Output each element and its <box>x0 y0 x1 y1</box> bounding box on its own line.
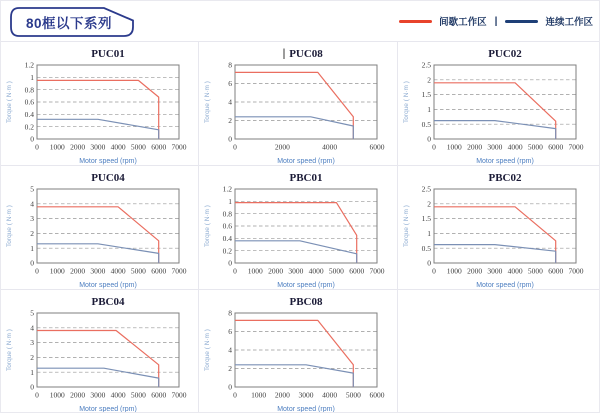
svg-text:3000: 3000 <box>288 266 304 276</box>
svg-text:6000: 6000 <box>349 266 365 276</box>
chart-svg <box>1 290 199 412</box>
y-axis-label: Torque ( N·m ) <box>6 329 13 371</box>
svg-text:1.5: 1.5 <box>421 90 431 100</box>
svg-text:0: 0 <box>427 258 431 268</box>
series-tag <box>10 7 136 37</box>
svg-text:4000: 4000 <box>110 266 126 276</box>
svg-text:6000: 6000 <box>369 390 385 400</box>
svg-text:2000: 2000 <box>274 390 290 400</box>
svg-text:0: 0 <box>228 258 232 268</box>
svg-text:7000: 7000 <box>568 266 584 276</box>
svg-text:7000: 7000 <box>171 266 187 276</box>
svg-text:1: 1 <box>228 196 232 206</box>
svg-text:0.8: 0.8 <box>222 209 232 219</box>
chart-svg <box>199 166 397 290</box>
legend-label-intermittent: 间歇工作区 <box>439 17 487 28</box>
svg-text:1000: 1000 <box>49 266 65 276</box>
svg-text:1: 1 <box>427 229 431 238</box>
x-axis <box>233 391 385 400</box>
x-axis-label: Motor speed (rpm) <box>79 282 137 289</box>
svg-text:1: 1 <box>30 72 34 82</box>
svg-text:1000: 1000 <box>49 142 65 152</box>
svg-text:3000: 3000 <box>487 266 503 276</box>
series-intermittent <box>235 320 353 387</box>
svg-text:0: 0 <box>432 266 436 276</box>
legend-label-continuous: 连续工作区 <box>545 17 593 28</box>
plot-area <box>37 313 179 387</box>
series-continuous <box>37 244 159 263</box>
chart-cell-puc02 <box>398 42 599 166</box>
svg-text:1.2: 1.2 <box>222 184 232 194</box>
legend-separator: | <box>494 15 498 27</box>
chart-cell-pbc08 <box>199 290 398 412</box>
svg-text:7000: 7000 <box>568 142 584 152</box>
svg-text:6000: 6000 <box>151 390 167 400</box>
svg-text:0.2: 0.2 <box>24 122 34 132</box>
svg-text:0.2: 0.2 <box>222 246 232 256</box>
svg-text:0.5: 0.5 <box>421 243 431 253</box>
chart-title: PBC08 <box>289 296 323 308</box>
svg-text:1: 1 <box>427 105 431 114</box>
svg-text:2000: 2000 <box>70 266 86 276</box>
chart-cell-pbc04 <box>1 290 199 412</box>
svg-text:6000: 6000 <box>151 266 167 276</box>
x-axis-label: Motor speed (rpm) <box>277 158 335 165</box>
svg-text:0.6: 0.6 <box>24 97 34 107</box>
chart-cell-puc04 <box>1 166 199 290</box>
svg-text:0: 0 <box>233 390 237 400</box>
svg-text:0: 0 <box>228 134 232 144</box>
y-axis <box>223 185 377 268</box>
series-intermittent <box>37 80 159 139</box>
svg-text:3000: 3000 <box>90 390 106 400</box>
y-axis <box>422 61 576 144</box>
svg-text:3000: 3000 <box>487 142 503 152</box>
series-continuous <box>37 368 159 387</box>
svg-text:0.6: 0.6 <box>222 221 232 231</box>
page-title: 80框以下系列 <box>25 16 113 31</box>
svg-text:3000: 3000 <box>90 266 106 276</box>
svg-text:7000: 7000 <box>171 142 187 152</box>
legend-swatch-intermittent <box>399 20 432 23</box>
plot-area <box>434 189 576 263</box>
chart-title: PBC01 <box>289 172 323 184</box>
y-axis-label: Torque ( N·m ) <box>6 81 13 123</box>
series-intermittent <box>434 207 556 263</box>
chart-cell-puc01 <box>1 42 199 166</box>
svg-text:0: 0 <box>233 266 237 276</box>
x-axis <box>432 267 584 276</box>
svg-text:1.5: 1.5 <box>421 214 431 224</box>
svg-text:0: 0 <box>30 258 34 268</box>
header <box>1 1 599 41</box>
svg-text:8: 8 <box>228 60 232 70</box>
x-axis <box>233 143 385 152</box>
svg-text:0: 0 <box>427 134 431 144</box>
charts-grid <box>1 41 599 412</box>
svg-text:5000: 5000 <box>130 142 146 152</box>
chart-cell-pbc02 <box>398 166 599 290</box>
svg-text:7000: 7000 <box>171 390 187 400</box>
svg-text:2.5: 2.5 <box>421 60 431 70</box>
y-axis <box>228 309 377 392</box>
svg-text:5000: 5000 <box>328 266 344 276</box>
svg-text:5000: 5000 <box>527 266 543 276</box>
svg-text:0: 0 <box>35 142 39 152</box>
svg-text:1.2: 1.2 <box>24 60 34 70</box>
svg-text:0: 0 <box>233 142 237 152</box>
svg-text:0: 0 <box>35 390 39 400</box>
svg-text:3: 3 <box>30 338 34 348</box>
svg-text:1: 1 <box>30 243 34 253</box>
x-axis <box>35 143 187 152</box>
svg-text:4000: 4000 <box>322 142 338 152</box>
svg-text:4: 4 <box>228 97 232 107</box>
svg-text:4000: 4000 <box>322 390 338 400</box>
svg-text:2000: 2000 <box>70 390 86 400</box>
svg-text:2: 2 <box>228 116 232 126</box>
chart-svg <box>199 290 397 412</box>
svg-text:2: 2 <box>30 229 34 238</box>
svg-text:4: 4 <box>228 345 232 355</box>
svg-text:3: 3 <box>30 214 34 224</box>
svg-text:4: 4 <box>30 199 34 209</box>
svg-text:0: 0 <box>30 382 34 392</box>
y-axis-label: Torque ( N·m ) <box>6 205 13 247</box>
x-axis-label: Motor speed (rpm) <box>277 406 335 412</box>
svg-text:0: 0 <box>432 142 436 152</box>
svg-text:6: 6 <box>228 327 232 337</box>
svg-text:6000: 6000 <box>548 266 564 276</box>
x-axis <box>432 143 584 152</box>
y-axis <box>30 309 179 392</box>
chart-title: PBC04 <box>91 296 125 308</box>
svg-text:2000: 2000 <box>268 266 284 276</box>
svg-text:2.5: 2.5 <box>421 184 431 194</box>
chart-cell-pbc01 <box>199 166 398 290</box>
x-axis-label: Motor speed (rpm) <box>476 282 534 289</box>
legend-swatch-continuous <box>505 20 538 23</box>
series-continuous <box>235 241 357 263</box>
svg-text:6000: 6000 <box>548 142 564 152</box>
svg-text:5000: 5000 <box>130 266 146 276</box>
svg-text:0.4: 0.4 <box>24 109 34 119</box>
series-continuous <box>235 365 353 387</box>
svg-text:1: 1 <box>30 367 34 377</box>
svg-text:6000: 6000 <box>369 142 385 152</box>
svg-text:5000: 5000 <box>345 390 361 400</box>
svg-text:5: 5 <box>30 184 34 194</box>
x-axis <box>35 267 187 276</box>
series-intermittent <box>37 207 159 263</box>
legend <box>399 14 593 28</box>
x-axis-label: Motor speed (rpm) <box>79 158 137 165</box>
svg-text:4000: 4000 <box>507 142 523 152</box>
y-axis <box>30 185 179 268</box>
x-axis <box>35 391 187 400</box>
svg-text:1000: 1000 <box>247 266 263 276</box>
plot-area <box>37 189 179 263</box>
svg-text:1000: 1000 <box>446 142 462 152</box>
chart-title: PUC01 <box>91 48 125 60</box>
svg-text:2: 2 <box>30 353 34 362</box>
y-axis-label: Torque ( N·m ) <box>204 205 211 247</box>
chart-svg <box>1 42 199 166</box>
y-axis <box>422 185 576 268</box>
y-axis <box>25 61 179 144</box>
series-intermittent <box>235 203 357 263</box>
y-axis <box>228 61 377 144</box>
chart-svg <box>1 166 199 290</box>
chart-svg <box>398 42 596 166</box>
series-continuous <box>434 245 556 263</box>
svg-text:4: 4 <box>30 323 34 333</box>
svg-text:1000: 1000 <box>251 390 267 400</box>
svg-text:1000: 1000 <box>446 266 462 276</box>
svg-text:4000: 4000 <box>110 142 126 152</box>
chart-title: PUC08 <box>289 48 323 60</box>
series-intermittent <box>37 331 159 388</box>
svg-text:5000: 5000 <box>130 390 146 400</box>
svg-text:3000: 3000 <box>90 142 106 152</box>
x-axis-label: Motor speed (rpm) <box>277 282 335 289</box>
svg-text:0: 0 <box>30 134 34 144</box>
svg-text:2000: 2000 <box>467 266 483 276</box>
svg-text:6000: 6000 <box>151 142 167 152</box>
chart-svg <box>199 42 397 166</box>
chart-title: PUC02 <box>488 48 522 60</box>
y-axis-label: Torque ( N·m ) <box>403 205 410 247</box>
series-intermittent <box>434 83 556 139</box>
svg-text:2: 2 <box>427 75 431 85</box>
svg-text:2000: 2000 <box>70 142 86 152</box>
svg-text:7000: 7000 <box>369 266 385 276</box>
chart-title: PBC02 <box>488 172 522 184</box>
svg-text:2000: 2000 <box>274 142 290 152</box>
svg-text:0.8: 0.8 <box>24 85 34 95</box>
svg-text:0: 0 <box>35 266 39 276</box>
chart-title: PUC04 <box>91 172 125 184</box>
svg-text:5: 5 <box>30 308 34 318</box>
svg-text:0.5: 0.5 <box>421 119 431 129</box>
svg-text:0.4: 0.4 <box>222 233 232 243</box>
series-continuous <box>235 117 353 139</box>
x-axis-label: Motor speed (rpm) <box>79 406 137 412</box>
svg-text:4000: 4000 <box>507 266 523 276</box>
svg-text:3000: 3000 <box>298 390 314 400</box>
svg-text:6: 6 <box>228 79 232 89</box>
y-axis-label: Torque ( N·m ) <box>403 81 410 123</box>
x-axis-label: Motor speed (rpm) <box>476 158 534 165</box>
empty-cell <box>398 290 599 412</box>
y-axis-label: Torque ( N·m ) <box>204 81 211 123</box>
x-axis <box>233 267 385 276</box>
svg-text:4000: 4000 <box>308 266 324 276</box>
svg-text:1000: 1000 <box>49 390 65 400</box>
series-intermittent <box>235 72 353 139</box>
series-continuous <box>434 121 556 139</box>
svg-text:2: 2 <box>228 364 232 374</box>
chart-cell-puc08 <box>199 42 398 166</box>
chart-svg <box>398 166 596 290</box>
svg-text:2: 2 <box>427 199 431 209</box>
svg-text:8: 8 <box>228 308 232 318</box>
svg-text:5000: 5000 <box>527 142 543 152</box>
series-continuous <box>37 119 159 139</box>
svg-text:2000: 2000 <box>467 142 483 152</box>
svg-text:4000: 4000 <box>110 390 126 400</box>
svg-text:0: 0 <box>228 382 232 392</box>
y-axis-label: Torque ( N·m ) <box>204 329 211 371</box>
